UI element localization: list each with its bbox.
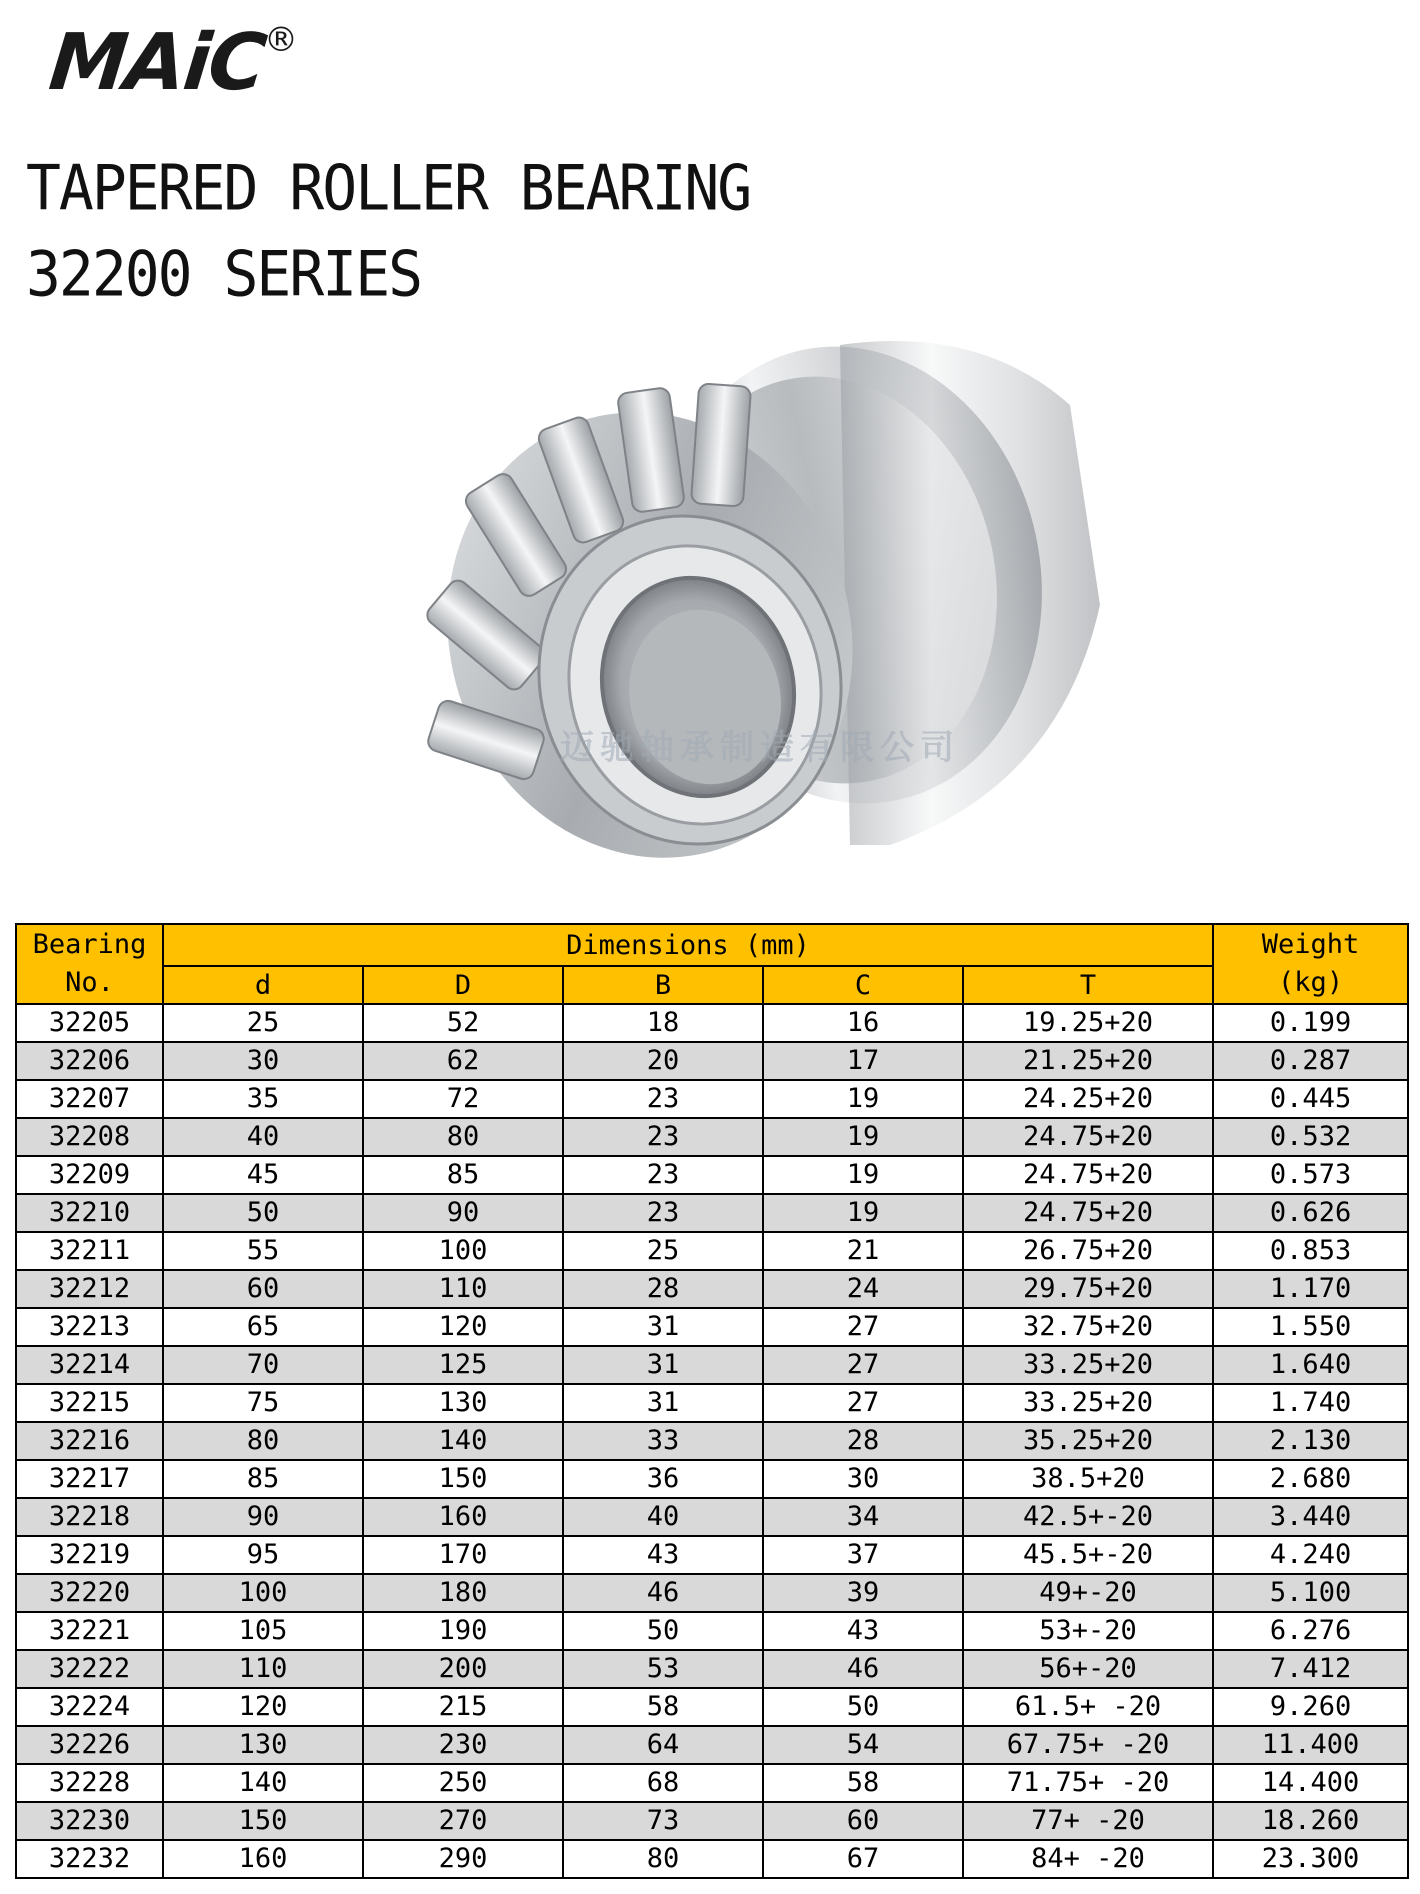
header-col-C: C	[763, 966, 963, 1004]
cell-C: 19	[763, 1118, 963, 1156]
cell-C: 16	[763, 1004, 963, 1042]
registered-mark: ®	[264, 20, 298, 60]
table-row	[16, 1308, 1408, 1346]
cell-bearing-no: 32218	[16, 1498, 163, 1536]
cell-bearing-no: 32222	[16, 1650, 163, 1688]
cell-C: 24	[763, 1270, 963, 1308]
cell-d: 75	[163, 1384, 363, 1422]
cell-T: 24.75+20	[963, 1156, 1213, 1194]
cell-D: 190	[363, 1612, 563, 1650]
table-row	[16, 1080, 1408, 1118]
cell-D: 140	[363, 1422, 563, 1460]
cell-C: 50	[763, 1688, 963, 1726]
cell-T: 21.25+20	[963, 1042, 1213, 1080]
cell-weight: 0.445	[1213, 1080, 1408, 1118]
cell-weight: 14.400	[1213, 1764, 1408, 1802]
cell-bearing-no: 32220	[16, 1574, 163, 1612]
cell-bearing-no: 32214	[16, 1346, 163, 1384]
table-row	[16, 1764, 1408, 1802]
header-col-D: D	[363, 966, 563, 1004]
cell-C: 28	[763, 1422, 963, 1460]
cell-bearing-no: 32224	[16, 1688, 163, 1726]
table-row	[16, 1574, 1408, 1612]
table-row	[16, 1194, 1408, 1232]
cell-B: 23	[563, 1194, 763, 1232]
header-col-T: T	[963, 966, 1213, 1004]
cell-B: 33	[563, 1422, 763, 1460]
cell-weight: 7.412	[1213, 1650, 1408, 1688]
cell-weight: 1.170	[1213, 1270, 1408, 1308]
cell-T: 67.75+ -20	[963, 1726, 1213, 1764]
cell-D: 160	[363, 1498, 563, 1536]
cell-weight: 3.440	[1213, 1498, 1408, 1536]
cell-d: 140	[163, 1764, 363, 1802]
cell-T: 42.5+-20	[963, 1498, 1213, 1536]
cell-B: 31	[563, 1308, 763, 1346]
cell-D: 120	[363, 1308, 563, 1346]
cell-D: 85	[363, 1156, 563, 1194]
title-line-2: 32200 SERIES	[26, 237, 422, 311]
cell-C: 19	[763, 1194, 963, 1232]
cell-T: 33.25+20	[963, 1346, 1213, 1384]
cell-B: 18	[563, 1004, 763, 1042]
table-row	[16, 1232, 1408, 1270]
cell-T: 49+-20	[963, 1574, 1213, 1612]
cell-T: 35.25+20	[963, 1422, 1213, 1460]
cell-D: 215	[363, 1688, 563, 1726]
table-row	[16, 1802, 1408, 1840]
cell-D: 100	[363, 1232, 563, 1270]
table-row	[16, 1384, 1408, 1422]
table-row	[16, 1726, 1408, 1764]
cell-D: 270	[363, 1802, 563, 1840]
table-row	[16, 1422, 1408, 1460]
cell-d: 105	[163, 1612, 363, 1650]
cell-weight: 0.532	[1213, 1118, 1408, 1156]
cell-weight: 18.260	[1213, 1802, 1408, 1840]
cell-D: 110	[363, 1270, 563, 1308]
cell-B: 31	[563, 1346, 763, 1384]
cell-bearing-no: 32210	[16, 1194, 163, 1232]
cell-weight: 0.573	[1213, 1156, 1408, 1194]
cell-d: 55	[163, 1232, 363, 1270]
cell-D: 180	[363, 1574, 563, 1612]
cell-B: 64	[563, 1726, 763, 1764]
cell-d: 40	[163, 1118, 363, 1156]
cell-d: 85	[163, 1460, 363, 1498]
cell-T: 32.75+20	[963, 1308, 1213, 1346]
cell-d: 65	[163, 1308, 363, 1346]
cell-B: 50	[563, 1612, 763, 1650]
cell-B: 80	[563, 1840, 763, 1878]
cell-D: 80	[363, 1118, 563, 1156]
cell-D: 125	[363, 1346, 563, 1384]
cell-d: 90	[163, 1498, 363, 1536]
cell-bearing-no: 32212	[16, 1270, 163, 1308]
cell-T: 53+-20	[963, 1612, 1213, 1650]
cell-D: 130	[363, 1384, 563, 1422]
cell-bearing-no: 32211	[16, 1232, 163, 1270]
cell-d: 130	[163, 1726, 363, 1764]
cell-C: 54	[763, 1726, 963, 1764]
cell-C: 27	[763, 1308, 963, 1346]
header-bearing-no: Bearing No.	[16, 924, 163, 1004]
cell-T: 29.75+20	[963, 1270, 1213, 1308]
cell-B: 40	[563, 1498, 763, 1536]
header-col-B: B	[563, 966, 763, 1004]
cell-C: 43	[763, 1612, 963, 1650]
table-row	[16, 1156, 1408, 1194]
table-row	[16, 1840, 1408, 1878]
cell-weight: 0.626	[1213, 1194, 1408, 1232]
title-line-1: TAPERED ROLLER BEARING	[26, 151, 751, 225]
cell-B: 25	[563, 1232, 763, 1270]
cell-T: 45.5+-20	[963, 1536, 1213, 1574]
cell-D: 72	[363, 1080, 563, 1118]
cell-bearing-no: 32207	[16, 1080, 163, 1118]
cell-B: 23	[563, 1080, 763, 1118]
cell-weight: 9.260	[1213, 1688, 1408, 1726]
cell-bearing-no: 32232	[16, 1840, 163, 1878]
table-row	[16, 1118, 1408, 1156]
cell-d: 95	[163, 1536, 363, 1574]
cell-d: 50	[163, 1194, 363, 1232]
cell-d: 100	[163, 1574, 363, 1612]
cell-C: 21	[763, 1232, 963, 1270]
cell-C: 34	[763, 1498, 963, 1536]
cell-B: 20	[563, 1042, 763, 1080]
cell-B: 43	[563, 1536, 763, 1574]
header-dimensions: Dimensions (mm)	[163, 924, 1213, 966]
cell-T: 61.5+ -20	[963, 1688, 1213, 1726]
cell-D: 250	[363, 1764, 563, 1802]
cell-d: 110	[163, 1650, 363, 1688]
cell-C: 67	[763, 1840, 963, 1878]
cell-C: 17	[763, 1042, 963, 1080]
cell-d: 160	[163, 1840, 363, 1878]
cell-B: 46	[563, 1574, 763, 1612]
cell-weight: 5.100	[1213, 1574, 1408, 1612]
cell-bearing-no: 32230	[16, 1802, 163, 1840]
cell-D: 62	[363, 1042, 563, 1080]
cell-T: 38.5+20	[963, 1460, 1213, 1498]
brand-logo	[45, 18, 310, 108]
cell-B: 68	[563, 1764, 763, 1802]
cell-weight: 2.680	[1213, 1460, 1408, 1498]
cell-weight: 11.400	[1213, 1726, 1408, 1764]
cell-T: 56+-20	[963, 1650, 1213, 1688]
cell-T: 71.75+ -20	[963, 1764, 1213, 1802]
cell-B: 58	[563, 1688, 763, 1726]
cell-d: 45	[163, 1156, 363, 1194]
cell-d: 60	[163, 1270, 363, 1308]
header-col-d: d	[163, 966, 363, 1004]
cell-D: 90	[363, 1194, 563, 1232]
cell-weight: 0.853	[1213, 1232, 1408, 1270]
table-row	[16, 1498, 1408, 1536]
table-row	[16, 1536, 1408, 1574]
cell-B: 28	[563, 1270, 763, 1308]
cell-D: 170	[363, 1536, 563, 1574]
bearing-product-image	[420, 325, 1140, 905]
cell-bearing-no: 32217	[16, 1460, 163, 1498]
cell-C: 27	[763, 1384, 963, 1422]
cell-D: 200	[363, 1650, 563, 1688]
cell-C: 30	[763, 1460, 963, 1498]
cell-C: 46	[763, 1650, 963, 1688]
header-weight: Weight (kg)	[1213, 924, 1408, 1004]
cell-bearing-no: 32209	[16, 1156, 163, 1194]
table-row	[16, 1460, 1408, 1498]
cell-bearing-no: 32216	[16, 1422, 163, 1460]
logo-text: MAiC	[45, 18, 269, 108]
cell-bearing-no: 32206	[16, 1042, 163, 1080]
table-row	[16, 1650, 1408, 1688]
cell-d: 30	[163, 1042, 363, 1080]
cell-bearing-no: 32205	[16, 1004, 163, 1042]
cell-weight: 4.240	[1213, 1536, 1408, 1574]
cell-T: 19.25+20	[963, 1004, 1213, 1042]
cell-D: 52	[363, 1004, 563, 1042]
cell-bearing-no: 32228	[16, 1764, 163, 1802]
cell-bearing-no: 32208	[16, 1118, 163, 1156]
cell-C: 60	[763, 1802, 963, 1840]
cell-d: 120	[163, 1688, 363, 1726]
cell-B: 53	[563, 1650, 763, 1688]
table-row	[16, 1042, 1408, 1080]
cell-d: 35	[163, 1080, 363, 1118]
cell-bearing-no: 32219	[16, 1536, 163, 1574]
cell-T: 24.75+20	[963, 1118, 1213, 1156]
cell-bearing-no: 32221	[16, 1612, 163, 1650]
cell-T: 77+ -20	[963, 1802, 1213, 1840]
cell-D: 290	[363, 1840, 563, 1878]
cell-bearing-no: 32213	[16, 1308, 163, 1346]
cell-D: 150	[363, 1460, 563, 1498]
cell-T: 26.75+20	[963, 1232, 1213, 1270]
cell-d: 150	[163, 1802, 363, 1840]
cell-weight: 1.550	[1213, 1308, 1408, 1346]
cell-bearing-no: 32215	[16, 1384, 163, 1422]
watermark-text: 迈驰轴承制造有限公司	[560, 728, 960, 768]
cell-B: 23	[563, 1118, 763, 1156]
spec-table	[15, 923, 1409, 1879]
cell-D: 230	[363, 1726, 563, 1764]
cell-d: 80	[163, 1422, 363, 1460]
cell-B: 23	[563, 1156, 763, 1194]
cell-weight: 2.130	[1213, 1422, 1408, 1460]
cell-B: 31	[563, 1384, 763, 1422]
cell-C: 19	[763, 1156, 963, 1194]
cell-B: 73	[563, 1802, 763, 1840]
table-row	[16, 1004, 1408, 1042]
cell-weight: 0.287	[1213, 1042, 1408, 1080]
table-row	[16, 1346, 1408, 1384]
cell-weight: 0.199	[1213, 1004, 1408, 1042]
cell-C: 39	[763, 1574, 963, 1612]
cell-T: 84+ -20	[963, 1840, 1213, 1878]
cell-C: 58	[763, 1764, 963, 1802]
cell-C: 19	[763, 1080, 963, 1118]
cell-B: 36	[563, 1460, 763, 1498]
cell-weight: 1.640	[1213, 1346, 1408, 1384]
table-row	[16, 1612, 1408, 1650]
cell-d: 25	[163, 1004, 363, 1042]
cell-C: 37	[763, 1536, 963, 1574]
table-row	[16, 1270, 1408, 1308]
cell-weight: 23.300	[1213, 1840, 1408, 1878]
table-row	[16, 1688, 1408, 1726]
cell-weight: 6.276	[1213, 1612, 1408, 1650]
cell-T: 24.25+20	[963, 1080, 1213, 1118]
cell-T: 24.75+20	[963, 1194, 1213, 1232]
cell-C: 27	[763, 1346, 963, 1384]
cell-d: 70	[163, 1346, 363, 1384]
cell-bearing-no: 32226	[16, 1726, 163, 1764]
cell-weight: 1.740	[1213, 1384, 1408, 1422]
cell-T: 33.25+20	[963, 1384, 1213, 1422]
